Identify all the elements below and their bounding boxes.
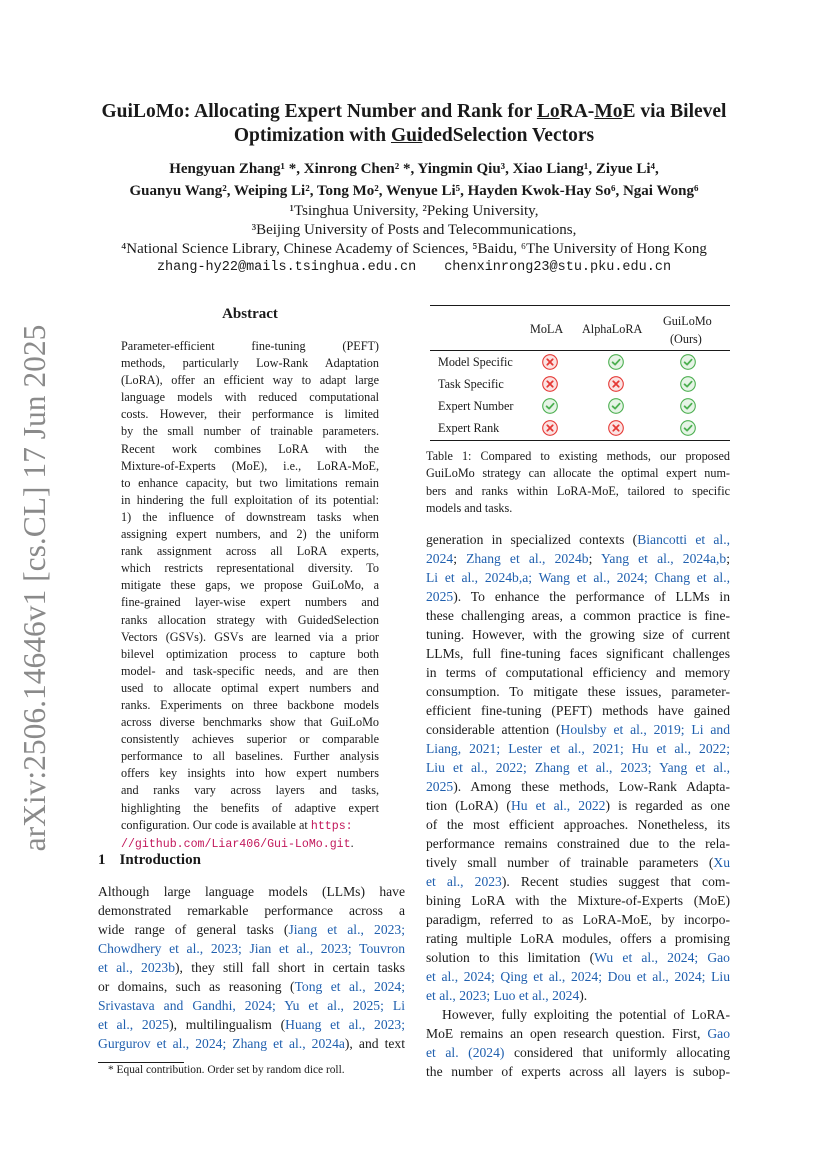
abstract-text: by the small number of trainable parameters. [121,424,379,439]
abstract-text: offers key insights into how expert numbers [121,766,379,781]
text-line [426,872,730,891]
abstract-line [121,509,379,526]
text-line: rating multiple LoRA modules, offers a promising [426,931,730,946]
abstract-text: highlighting the benefits of adaptive expert [121,800,379,815]
abstract-line [121,526,379,543]
check-icon [608,354,624,370]
abstract-line [121,765,379,782]
citation-link[interactable]: Gao [707,1026,730,1041]
text-span: wide range of general tasks ( [98,922,289,937]
text-line: these challenging areas, a common practice is fine- [426,608,730,623]
abstract-text: 1) the influence of downstream tasks when [121,509,379,524]
abstract-text: fine-grained layer-wise expert numbers and [121,595,379,610]
text-span: ). [579,988,588,1003]
citation-link[interactable]: Houlsby et al., 2019; Li and [560,722,730,737]
abstract-text: in hindering the full exploitation of its potential: [121,492,379,507]
abstract-body [121,338,379,853]
arxiv-id-text: arXiv:2506.14646v1 [cs.CL] 17 Jun 2025 [17,324,52,851]
cross-icon [542,376,558,392]
text-line: bining LoRA with the Mixture-of-Experts (MoE) [426,893,730,908]
text-line [426,739,730,758]
citation-link[interactable]: Yang et al., 2024a,b [600,551,727,566]
abstract-line [121,629,379,646]
abstract-text: methods, particularly Low-Rank Adaptation [121,356,379,371]
text-line [426,1043,730,1062]
citation-link[interactable]: et al., 2023 [426,874,502,889]
text-line [426,853,730,872]
text-span: MoE remains an open research question. First, [426,1026,708,1041]
text-line: the number of experts across all layers is subop- [426,1064,730,1079]
abstract-line [121,389,379,406]
abstract-line [121,406,379,423]
cross-icon [542,420,558,436]
text-line [426,758,730,777]
text-span: ), and text [344,1036,405,1051]
text-line [426,967,730,986]
table-header-mola: MoLA [530,322,564,336]
citation-link[interactable]: Hu et al., 2022 [510,798,606,813]
text-span: considered that uniformly allocating [504,1045,731,1060]
authors-line-1: Hengyuan Zhang¹ *, Xinrong Chen² *, Yingmin Qiu³, Xiao Liang¹, Ziyue Li⁴, [169,161,659,177]
text-line: consumption. To mitigate these issues, parameter- [426,684,730,699]
code-link-part-1[interactable]: https: [310,819,353,833]
arxiv-identifier [14,324,56,851]
table-header-alphalora: AlphaLoRA [582,322,643,336]
table-header-ours: (Ours) [670,332,702,346]
abstract-line [121,543,379,560]
check-icon [680,398,696,414]
abstract-line [121,748,379,765]
abstract-text: across diverse benchmarks show that GuiLoMo [121,715,379,730]
text-line [426,530,730,549]
table-bottom-rule [430,440,730,441]
citation-link[interactable]: Liu et al., 2022; Zhang et al., 2023; Yang et al., [426,760,730,775]
abstract-line [121,646,379,663]
abstract-text: mitigate these gaps, we propose GuiLoMo, a [121,578,379,593]
abstract-line [121,475,379,492]
citation-link[interactable]: et al., 2023b [98,960,176,975]
citation-link[interactable]: Huang et al., 2023; [285,1017,405,1032]
abstract-line [121,441,379,458]
abstract-line [121,612,379,629]
abstract-text: Parameter-efficient fine-tuning (PEFT) [121,339,379,353]
check-icon [680,420,696,436]
abstract-text: consistently achieves superior or comparable [121,732,379,747]
text-line: efficient fine-tuning (PEFT) methods have gained [426,703,730,718]
text-line: in terms of computational efficiency and memory [426,665,730,680]
text-span: solution to this limitation ( [426,950,595,965]
abstract-text: performance to all baselines. Further analysis [121,749,379,764]
citation-link[interactable]: 2025 [426,589,454,604]
cross-icon [542,354,558,370]
author-emails [60,260,768,275]
intro-left-column [98,882,405,1053]
abstract-text: (LoRA), offer an efficient way to adapt large [121,373,379,388]
citation-link[interactable]: Jiang et al., 2023; [288,922,406,937]
text-line [426,796,730,815]
table-row-label: Task Specific [438,377,504,391]
caption-line: Table 1: Compared to existing methods, our proposed [426,449,730,463]
text-line: However, fully exploiting the potential of LoRA- [442,1007,730,1022]
abstract-line [121,663,379,680]
abstract-text: and ranks vary across layers and tasks, [121,783,379,798]
abstract-line [121,458,379,475]
caption-line: bers and ranks within LoRA-MoE, tailored to specific [426,483,730,498]
caption-line: models and tasks. [426,501,513,516]
citation-link[interactable]: Liang, 2021; Lester et al., 2021; Hu et al., 2022; [426,741,730,756]
section-heading-introduction [98,852,201,869]
text-line: performance remains constrained due to the rela- [426,836,730,851]
check-icon [680,376,696,392]
section-number: 1 [98,852,106,868]
abstract-line [121,594,379,611]
table-top-rule [430,305,730,306]
text-span: tion (LoRA) ( [426,798,511,813]
citation-link[interactable]: Tong et al., 2024; [294,979,405,994]
abstract-text: Vectors (GSVs). GSVs are learned via a prior [121,629,379,644]
text-line [98,977,405,996]
abstract-line [121,782,379,799]
cross-icon [608,420,624,436]
text-span: ) is regarded as one [605,798,731,813]
affiliation-line-3: ⁴National Science Library, Chinese Academy of Sciences, ⁵Baidu, ⁶The University of Hong Kong [121,241,707,257]
citation-link[interactable]: Chowdhery et al., 2023; Jian et al., 2023; Touvron [98,941,405,956]
abstract-text: Mixture-of-Experts (MoE), i.e., LoRA-MoE, [121,458,379,473]
text-line [426,986,730,1005]
text-span: or domains, such as reasoning ( [98,979,295,994]
citation-link[interactable]: et al. (2024) [426,1045,505,1060]
table-row-label: Expert Rank [438,421,500,435]
text-line [98,1015,405,1034]
title-text: Optimization with [233,125,391,146]
text-line [426,568,730,587]
abstract-heading: Abstract [222,306,278,322]
footnote: * Equal contribution. Order set by random dice roll. [108,1064,345,1076]
table-row-label: Expert Number [438,399,514,413]
abstract-line [121,680,379,697]
check-icon [608,398,624,414]
title-text: Gui [390,125,423,146]
abstract-line [121,577,379,594]
abstract-line [121,560,379,577]
title-text: dedSelection Vectors [422,125,595,146]
citation-link[interactable]: Biancotti et al., [637,532,730,547]
footnote-rule [98,1062,184,1063]
email-1[interactable]: zhang-hy22@mails.tsinghua.edu.cn [156,260,417,275]
title-line-2 [60,124,768,148]
authors-line-2: Guanyu Wang², Weiping Li², Tong Mo², Wenyue Li⁵, Hayden Kwok-Hay So⁶, Ngai Wong⁶ [129,183,699,199]
abstract-line [121,714,379,731]
abstract-text: to enhance capacity, but two limitations remain [121,475,379,490]
cross-icon [608,376,624,392]
text-line: tuning. However, with the growing size of current [426,627,730,642]
comparison-table [430,305,730,440]
abstract-text: Recent work combines LoRA with the [121,441,379,456]
text-span: ). Among these methods, Low-Rank Adapta- [453,779,730,794]
text-line [426,587,730,606]
section-title: Introduction [119,852,201,868]
text-span: generation in specialized contexts ( [426,532,638,547]
table-mid-rule [430,350,730,351]
table-caption [426,448,730,518]
title-line-1 [60,100,768,124]
abstract-text: language models with reduced computational [121,390,379,405]
text-line: paradigm, referred to as LoRA-MoE, by incorpo- [426,912,730,927]
abstract-line [121,697,379,714]
citation-link[interactable]: 2025 [426,779,454,794]
citation-link[interactable]: et al., 2023; Luo et al., 2024 [426,988,580,1003]
table-header-guilomo: GuiLoMo [663,314,712,328]
abstract-line [121,800,379,817]
abstract-line [121,355,379,372]
text-line [98,920,405,939]
text-line: demonstrated remarkable performance across a [98,903,405,918]
text-span: ; [726,551,730,566]
text-span: ), they still fall short in certain tasks [175,960,405,975]
citation-link[interactable]: Gurgurov et al., 2024; Zhang et al., 2024a [98,1036,345,1051]
caption-line: GuiLoMo strategy can allocate the optimal expert num- [426,466,730,481]
abstract-line [121,817,379,835]
text-span: ), multilingualism ( [169,1017,286,1032]
citation-link[interactable]: et al., 2025 [98,1017,170,1032]
text-span: ; [588,551,601,566]
title-text: E via Bilevel [622,101,727,122]
citation-link[interactable]: Li et al., 2024b,a; Wang et al., 2024; Chang et al., [426,570,730,585]
abstract-line [121,338,379,355]
text-span: ). To enhance the performance of LLMs in [453,589,730,604]
abstract-line [121,492,379,509]
citation-link[interactable]: Zhang et al., 2024b [466,551,589,566]
text-line [426,777,730,796]
abstract-text: ranks allocation strategy with GuidedSelection [121,612,379,627]
abstract-text: model- and task-specific needs, and are then [121,663,379,678]
text-line: Although large language models (LLMs) have [98,884,405,899]
text-span: ; [453,551,467,566]
title-text: GuiLoMo: Allocating Expert Number and Rank for [101,101,537,122]
abstract-text: assigning expert numbers, and 2) the uniform [121,527,379,542]
title-text: RA- [559,101,595,122]
abstract-text: used to allocate optimal expert numbers and [121,680,379,695]
abstract-text: costs. However, their performance is limited [121,407,379,422]
abstract-text: which restricts representational diversity. To [121,561,379,576]
abstract-line [121,423,379,440]
paper-title [60,100,768,148]
citation-link[interactable]: Xu [713,855,730,870]
abstract-text: ranks. Experiments on three backbone models [121,697,379,712]
abstract-text: configuration. Our code is available at [121,817,311,832]
citation-link[interactable]: Wu et al., 2024; Gao [594,950,730,965]
text-line [98,939,405,958]
text-line: of the most efficient approaches. Nonetheless, its [426,817,730,832]
check-icon [542,398,558,414]
table-row-label: Model Specific [438,355,513,369]
text-line [426,720,730,739]
check-icon [680,354,696,370]
text-span: considerable attention ( [426,722,561,737]
text-line [98,996,405,1015]
citation-link[interactable]: et al., 2024; Qing et al., 2024; Dou et al., 2024; Liu [426,969,730,984]
text-line [426,549,730,568]
title-text: Mo [594,101,623,122]
abstract-line [121,372,379,389]
affiliation-line-1: ¹Tsinghua University, ²Peking University, [289,203,539,219]
email-2[interactable]: chenxinrong23@stu.pku.edu.cn [444,260,672,275]
citation-link[interactable]: 2024 [426,551,454,566]
code-link-part-2[interactable]: //github.com/Liar406/Gui-LoMo.git [121,837,351,851]
abstract-text: . [350,835,354,850]
text-span: tively small number of trainable parameters ( [426,855,714,870]
text-line [98,1034,405,1053]
abstract-text: rank assignment across all LoRA experts, [121,544,379,559]
text-line: LLMs, full fine-tuning faces significant challenges [426,646,730,661]
abstract-line [121,835,379,853]
citation-link[interactable]: Srivastava and Gandhi, 2024; Yu et al., 2025; Li [98,998,405,1013]
intro-right-column [426,530,730,1081]
affiliation-line-2: ³Beijing University of Posts and Telecommunications, [251,222,577,238]
title-text: Lo [536,101,560,122]
text-span: ). Recent studies suggest that com- [501,874,730,889]
text-line [426,1024,730,1043]
text-line [426,948,730,967]
text-line [98,958,405,977]
abstract-text: bilevel optimization process to capture both [121,646,379,661]
abstract-line [121,731,379,748]
